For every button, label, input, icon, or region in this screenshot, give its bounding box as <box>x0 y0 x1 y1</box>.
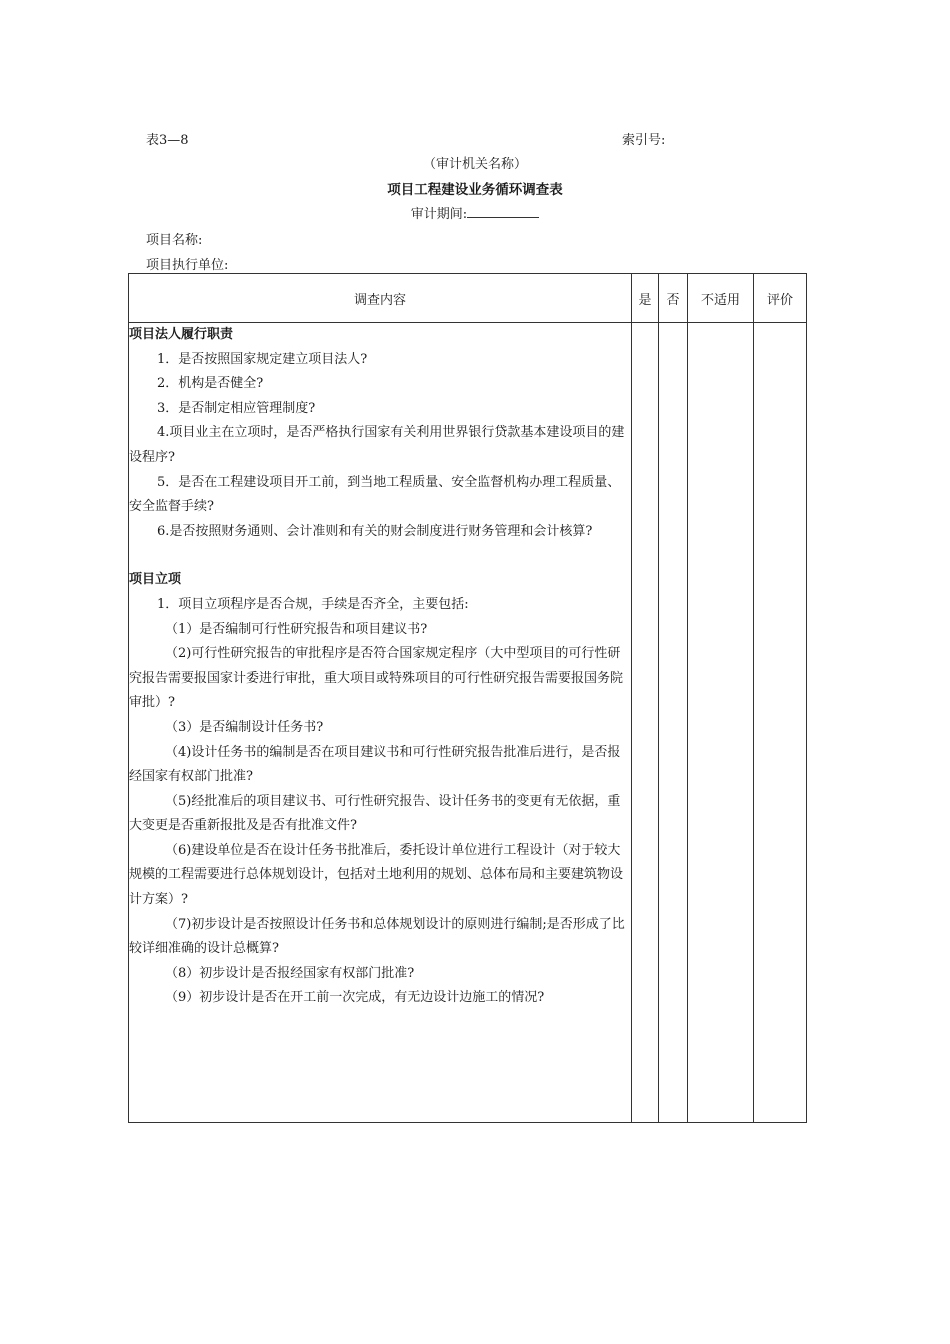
section-spacer <box>129 544 631 568</box>
audit-period-label: 审计期间: <box>410 207 468 222</box>
list-item: 3．是否制定相应管理制度? <box>157 400 316 416</box>
col-header-evaluation: 评价 <box>754 274 807 323</box>
col-header-no: 否 <box>659 274 688 323</box>
list-item: 5．是否在工程建设项目开工前，到当地工程质量、安全监督机构办理工程质量、安全监督手续? <box>129 474 621 515</box>
list-item: （6)建设单位是否在设计任务书批准后，委托设计单位进行工程设计（对于较大规模的工程需要进行总体规划设计，包括对土地利用的规划、总体布局和主要建筑物设计方案）? <box>129 842 624 908</box>
list-item: （9）初步设计是否在开工前一次完成，有无边设计边施工的情况? <box>165 990 545 1006</box>
list-item: 2．机构是否健全? <box>157 376 264 392</box>
na-cell[interactable] <box>688 323 754 1123</box>
index-number-label: 索引号: <box>622 133 666 148</box>
project-name-label: 项目名称: <box>146 233 203 248</box>
section-title: 项目立项 <box>129 572 182 588</box>
list-item: 4.项目业主在立项时，是否严格执行国家有关利用世界银行贷款基本建设项目的建设程序? <box>129 425 625 465</box>
page-title: 项目工程建设业务循环调查表 <box>387 182 563 198</box>
no-cell[interactable] <box>659 323 688 1123</box>
list-item: （5)经批准后的项目建议书、可行性研究报告、设计任务书的变更有无依据，重大变更是否重新报批及是否有批准文件? <box>129 793 621 834</box>
col-header-na: 不适用 <box>688 274 754 323</box>
list-item: （8）初步设计是否报经国家有权部门批准? <box>165 965 415 981</box>
list-item: （7)初步设计是否按照设计任务书和总体规划设计的原则进行编制;是否形成了比较详细准确的设计总概算? <box>129 916 625 957</box>
survey-table <box>128 273 807 1123</box>
yes-cell[interactable] <box>632 323 659 1123</box>
list-item: （3）是否编制设计任务书? <box>165 719 324 735</box>
table-body-row <box>129 323 807 1123</box>
section-title: 项目法人履行职责 <box>129 327 234 342</box>
survey-content-cell <box>129 323 632 1123</box>
list-item: （1）是否编制可行性研究报告和项目建议书? <box>165 621 428 637</box>
exec-unit-label: 项目执行单位: <box>146 258 229 273</box>
col-header-content: 调查内容 <box>129 274 632 323</box>
list-item: （2)可行性研究报告的审批程序是否符合国家规定程序（大中型项目的可行性研究报告需要报国家计委进行审批，重大项目或特殊项目的可行性研究报告需要报国务院审批）? <box>129 646 624 711</box>
table-number: 表3—8 <box>146 133 189 148</box>
table-header-row <box>129 274 807 323</box>
list-item: 1．项目立项程序是否合规，手续是否齐全，主要包括: <box>157 596 469 612</box>
list-item: 1．是否按照国家规定建立项目法人? <box>157 351 368 367</box>
list-item: 6.是否按照财务通则、会计准则和有关的财会制度进行财务管理和会计核算? <box>157 523 593 539</box>
audit-period <box>0 203 950 222</box>
col-header-yes: 是 <box>632 274 659 323</box>
list-item: （4)设计任务书的编制是否在项目建议书和可行性研究报告批准后进行，是否报经国家有权部门批准? <box>129 744 621 785</box>
audit-period-blank[interactable] <box>467 204 539 218</box>
evaluation-cell[interactable] <box>754 323 807 1123</box>
audit-org-name: （审计机关名称） <box>422 157 527 172</box>
